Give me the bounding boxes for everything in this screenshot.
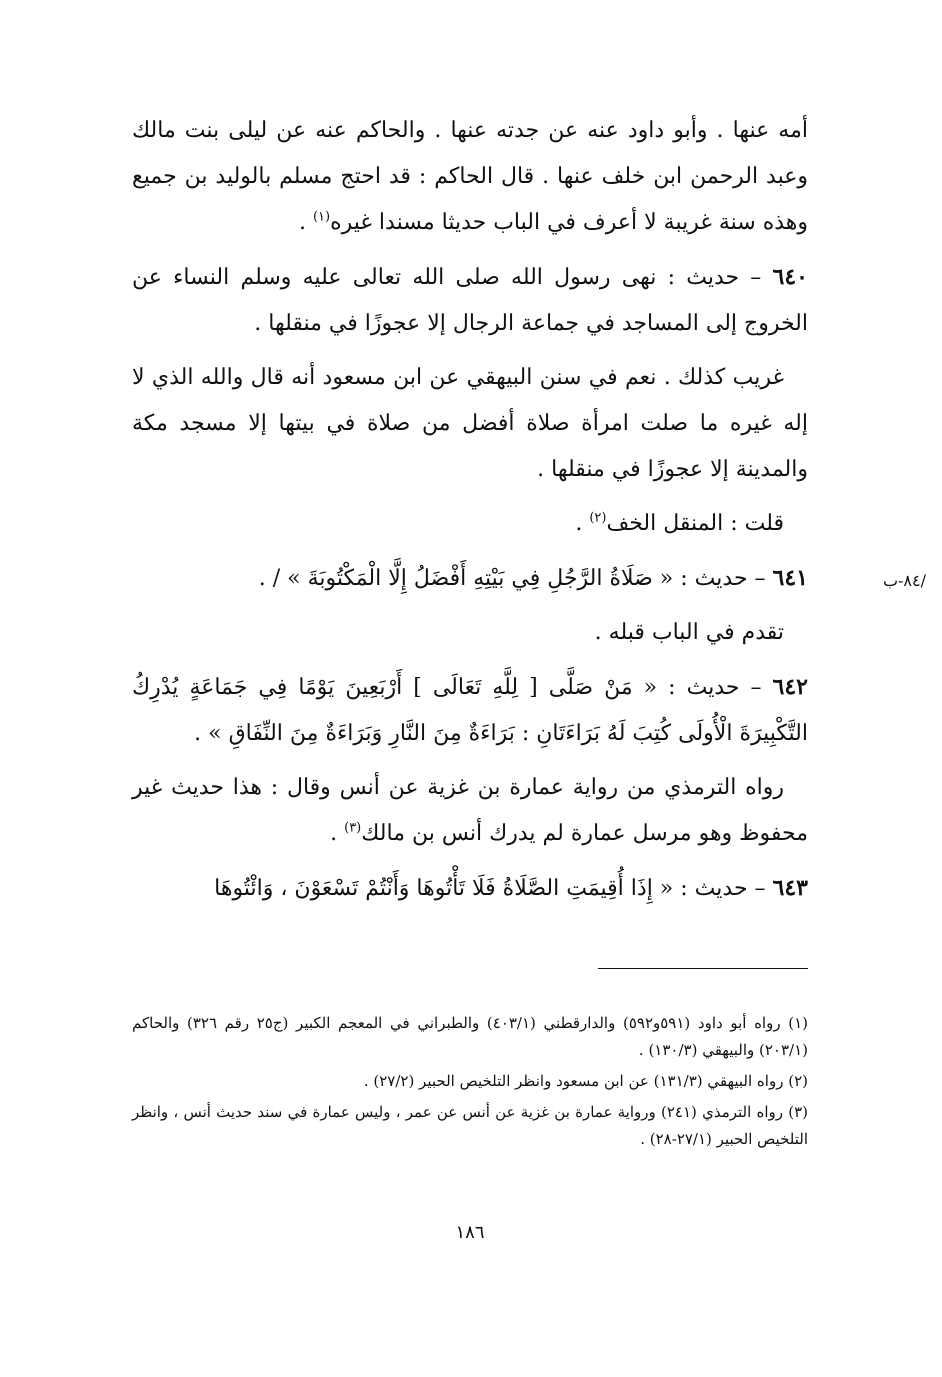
hadith-text: حديث : « صَلَاةُ الرَّجُلِ فِي بَيْتِهِ أَفْضَلُ إِلَّا الْمَكْتُوبَةَ » / . (258, 566, 748, 591)
hadith-number: ٦٤١ (772, 565, 808, 591)
end-mark: . (575, 511, 590, 536)
hadith-number: ٦٤٠ (772, 264, 808, 290)
footnote-1: (١) رواه أبو داود (٥٩١و٥٩٢) والدارقطني (٤٠٣/١) والطبراني في المعجم الكبير (ج٢٥ رقم ٣٢٦) والحاكم (٢٠٣/١) والبيهقي (١٣٠/٣) . (132, 1014, 809, 1059)
hadith-642 (132, 664, 808, 757)
hadith-number: ٦٤٣ (772, 875, 808, 901)
footnote-mark: (٢) (589, 510, 607, 526)
footnote-mark: (١) (312, 209, 331, 225)
hadith-text: حديث : نهى رسول الله صلى الله تعالى عليه وسلم النساء عن الخروج إلى المساجد في جماعة الرجال إلا عجوزًا في منقلها . (132, 265, 808, 336)
margin-folio-note: /٨٤-ب (882, 571, 926, 590)
commentary-642 (132, 765, 808, 857)
commentary-text: غريب كذلك . نعم في سنن البيهقي عن ابن مسعود أنه قال والله الذي لا إله غيره ما صلت امرأة صلاة أفضل من صلاة في بيتها إلا مسجد مكة والمدينة إلا عجوزًا في منقلها . (132, 365, 808, 482)
hadith-643 (132, 865, 808, 912)
commentary-text: تقدم في الباب قبله . (594, 620, 784, 645)
dash: – (739, 265, 773, 290)
footnote-2: (٢) رواه البيهقي (١٣١/٣) عن ابن مسعود وانظر التلخيص الحبير (٢٧/٢) . (363, 1072, 808, 1090)
hadith-text: حديث : « مَنْ صَلَّى [ لِلَّهِ تَعَالَى ] أَرْبَعِينَ يَوْمًا فِي جَمَاعَةٍ يُدْرِكُ التَّكْبِيرَةَ الْأُولَى كُتِبَ لَهُ بَرَاءَتَانِ : بَرَاءَةٌ مِنَ النَّارِ وَبَرَاءَةٌ مِنَ النِّفَاقِ » . (132, 675, 808, 746)
end-mark: . (298, 210, 313, 235)
footnote-divider (598, 968, 808, 969)
commentary-640 (132, 355, 808, 493)
paragraph-continuation (132, 108, 808, 246)
dash: – (739, 675, 773, 700)
note-640 (132, 501, 808, 547)
dash: – (747, 566, 773, 591)
footnotes (132, 1010, 808, 1157)
end-mark: . (330, 821, 345, 846)
commentary-text: رواه الترمذي من رواية عمارة بن غزية عن أنس وقال : هذا حديث غير محفوظ وهو مرسل عمارة لم يدرك أنس بن مالك (132, 775, 808, 846)
page-number: ١٨٦ (455, 1222, 485, 1243)
dash: – (747, 876, 773, 901)
footnote-mark: (٣) (344, 820, 362, 836)
hadith-text: حديث : « إِذَا أُقِيمَتِ الصَّلَاةُ فَلَا تَأْتُوهَا وَأَنْتُمْ تَسْعَوْنَ ، وَائْتُوهَا (214, 876, 748, 901)
main-text (132, 108, 808, 920)
hadith-640 (132, 254, 808, 347)
note-text: قلت : المنقل الخف (606, 511, 784, 536)
footnote-3: (٣) رواه الترمذي (٢٤١) ورواية عمارة بن غزية عن أنس عن عمر ، وليس عمارة في سند حديث أنس ، وانظر التلخيص الحبير (٢٧/١-٢٨) . (132, 1103, 808, 1148)
paragraph-text: أمه عنها . وأبو داود عنه عن جدته عنها . والحاكم عنه عن ليلى بنت مالك وعبد الرحمن ابن خلف عنها . قال الحاكم : قد احتج مسلم بالوليد بن جميع وهذه سنة غريبة لا أعرف في الباب حديثا مسندا غيره (132, 118, 808, 235)
hadith-641 (132, 555, 808, 602)
commentary-641 (132, 610, 808, 656)
hadith-number: ٦٤٢ (772, 674, 808, 700)
